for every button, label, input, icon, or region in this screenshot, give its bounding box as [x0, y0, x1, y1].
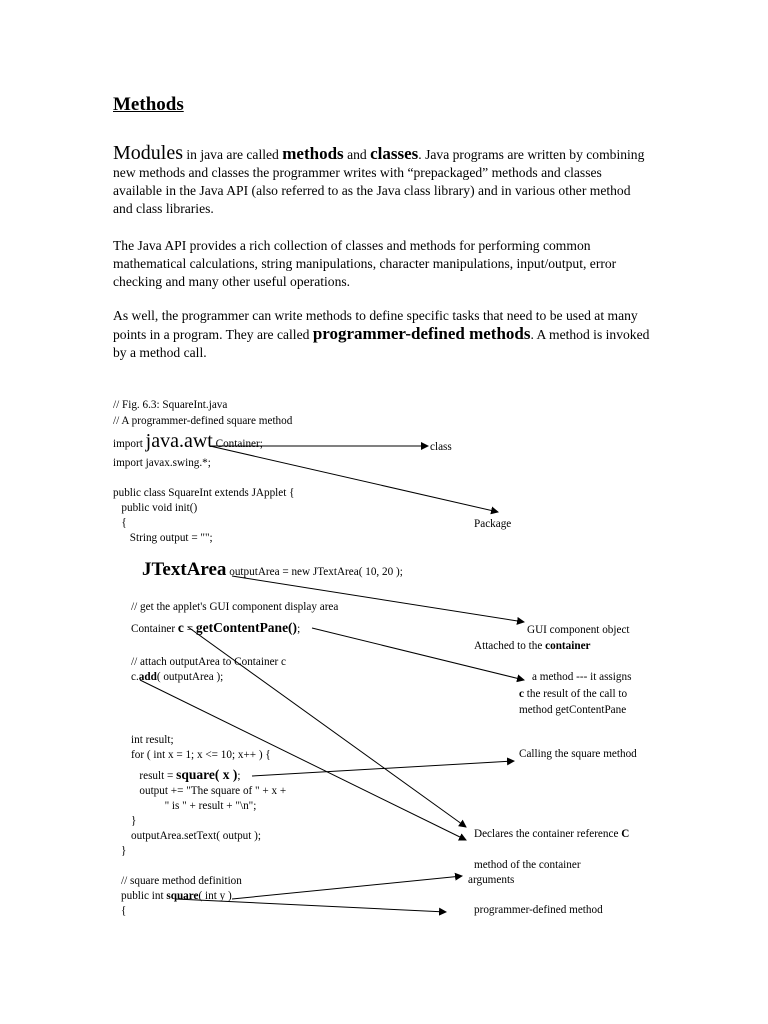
term-methods: methods — [282, 144, 344, 163]
p1-text-1: in java are called — [183, 147, 283, 162]
code-container-type: Container — [131, 623, 178, 635]
code-import-kw: import — [113, 438, 146, 450]
term-classes: classes — [370, 144, 419, 163]
code-square-params: ( int y ) — [198, 890, 232, 902]
p3-text-0: As well, the programmer can write methods to define specific tasks that need to be used at many points in a program. They are called — [113, 308, 638, 342]
code-result-semicolon: ; — [237, 770, 241, 782]
annotation-attached-text: Attached to the — [474, 640, 546, 652]
code-line-output-is: " is " + result + "\n"; — [131, 800, 257, 812]
code-line-1: // Fig. 6.3: SquareInt.java — [113, 399, 228, 411]
code-result-assign: result = — [131, 770, 177, 782]
arrow-c-to-declares — [188, 627, 466, 827]
arrow-getcontentpane-to-method — [312, 628, 524, 680]
annotation-gui-component: GUI component object — [527, 624, 630, 636]
code-add-args: ( outputArea ); — [156, 671, 224, 683]
p3-text-2: . A method is invoked by a method call. — [113, 327, 650, 360]
code-line-class-decl: public class SquareInt extends JApplet { — [113, 487, 295, 499]
code-line-int-result: int result; — [131, 734, 174, 746]
arrow-square-to-calling — [252, 761, 514, 776]
code-line-output-add: output += "The square of " + x + — [131, 785, 287, 797]
code-line-import-swing: import javax.swing.*; — [113, 457, 211, 469]
code-line-comment-square: // square method definition — [121, 875, 242, 887]
annotation-getcontentpane: method getContentPane — [519, 704, 627, 716]
code-getcontentpane: getContentPane() — [195, 620, 298, 635]
code-jtextarea-rest: outputArea = new JTextArea( 10, 20 ); — [226, 566, 403, 578]
code-c-dot: c. — [131, 671, 139, 683]
code-line-output: String output = ""; — [113, 532, 213, 544]
annotation-a-method: a method --- it assigns — [532, 671, 632, 683]
code-c-var: c — [177, 620, 184, 635]
code-line-2: // A programmer-defined square method — [113, 415, 293, 427]
annotation-container-bold: container — [545, 640, 591, 652]
annotation-declares-text: Declares the container reference — [474, 828, 622, 840]
p1-text-3: and — [343, 147, 371, 162]
code-line-for-close: } — [131, 815, 137, 827]
annotation-package: Package — [474, 518, 512, 530]
code-container-import: .Container; — [212, 438, 263, 450]
code-semicolon: ; — [297, 623, 301, 635]
term-modules: Modules — [113, 142, 183, 164]
arrow-add-to-declares — [140, 680, 466, 840]
paragraph-java-api: The Java API provides a rich collection of classes and methods for performing common mathematical calculations, string manipulations, character manipulations, input/output, error checking and many other useful operations. — [113, 238, 617, 289]
code-public-int: public int — [121, 890, 167, 902]
annotation-arguments: arguments — [468, 874, 515, 886]
code-add: add — [138, 671, 157, 683]
code-line-init-close: } — [121, 845, 127, 857]
code-line-settext: outputArea.setText( output ); — [131, 830, 262, 842]
annotation-result-text: the result of the call to — [523, 688, 628, 700]
arrow-jtextarea-to-gui — [232, 576, 524, 622]
annotation-declares-c: C — [621, 828, 630, 840]
annotation-calling-square: Calling the square method — [519, 748, 637, 760]
annotation-method-of-container: method of the container — [474, 859, 581, 871]
code-square-name: square — [166, 890, 199, 902]
code-jtextarea: JTextArea — [142, 559, 227, 580]
arrow-awt-to-package — [210, 446, 498, 512]
annotation-programmer-defined: programmer-defined method — [474, 904, 603, 916]
arrow-int-y-to-arguments — [232, 876, 462, 899]
code-java-awt: java.awt — [145, 430, 213, 452]
code-line-comment-attach: // attach outputArea to Container c — [131, 656, 287, 668]
code-line-comment-gui: // get the applet's GUI component display area — [131, 601, 339, 613]
code-square-call: square( x ) — [176, 767, 238, 782]
arrow-square-to-progdef — [176, 899, 446, 912]
annotation-c-bold: c — [519, 688, 524, 700]
code-assign: = — [183, 623, 196, 635]
code-line-brace-open: { — [113, 517, 127, 529]
annotation-class: class — [430, 441, 452, 453]
code-line-init: public void init() — [113, 502, 198, 514]
code-line-square-brace: { — [121, 905, 127, 917]
code-line-for: for ( int x = 1; x <= 10; x++ ) { — [131, 749, 271, 761]
page-title: Methods — [113, 94, 184, 115]
p1-text-5: . Java programs are written by combining new methods and classes the programmer writes with “prepackaged” methods and classes available in the Java API (also referred to as the Java class library) and in various other method and class libraries. — [113, 147, 645, 216]
term-programmer-defined-methods: programmer-defined methods — [312, 324, 531, 343]
